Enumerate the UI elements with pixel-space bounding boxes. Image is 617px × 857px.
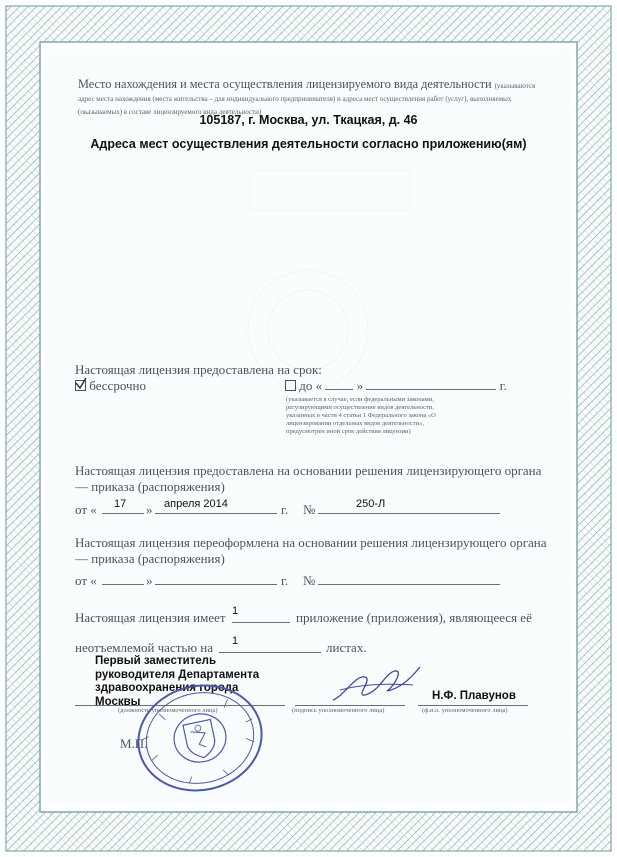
stamp-place: М.П. (120, 736, 148, 751)
appendix-suffix: приложение (приложения), являющееся её (296, 610, 532, 625)
location-note: (указываются адрес места нахождения (места жительства – для индивидуального предпринимателя) и адреса мест осуществления работ (услуг), выполняемых (оказываемых) в составе лицензируемого вида деятельности) (78, 82, 536, 116)
basis-label-2: — приказа (распоряжения) (75, 479, 225, 494)
sheets-line (219, 651, 321, 653)
basis-label-1: Настоящая лицензия предоставлена на основании решения лицензирующего органа (75, 463, 542, 478)
until-mid: » (356, 378, 364, 393)
position-line-3: здравоохранения города (95, 682, 239, 694)
sheets-prefix: неотъемлемой частью на (75, 640, 214, 655)
sheets-suffix: листах. (326, 640, 367, 655)
perpetual-label: бессрочно (89, 378, 146, 393)
basis-quote: » (146, 502, 153, 517)
official-seal (130, 683, 270, 793)
reissue-day-line (102, 583, 144, 585)
basis-month-line (155, 512, 277, 514)
basis-number-sign: № (303, 502, 316, 517)
until-month-field (366, 379, 496, 390)
until-day-field (325, 379, 353, 390)
appendix-count-line (232, 621, 290, 623)
until-year-suffix: г. (499, 378, 507, 393)
basis-month-year: апреля 2014 (164, 498, 228, 510)
position-line-4: Москвы (95, 695, 141, 708)
name-line (418, 705, 528, 706)
reissue-year-suffix: г. (281, 573, 289, 588)
reissue-quote: » (146, 573, 153, 588)
position-caption: (должность уполномоченного лица) (118, 707, 218, 714)
location-title: Место нахождения и места осуществления лицензируемого вида деятельности (78, 77, 492, 91)
signature-icon (325, 655, 425, 710)
appendix-count: 1 (232, 605, 239, 617)
position-line-2: руководителя Департамента (95, 668, 260, 681)
reissue-number-line (318, 583, 500, 585)
basis-day-line (102, 512, 144, 514)
name-caption: (ф.и.о. уполномоченного лица) (422, 707, 508, 714)
reissue-from: от « (75, 573, 97, 588)
appendix-prefix: Настоящая лицензия имеет (75, 610, 226, 625)
main-address: 105187, г. Москва, ул. Ткацкая, д. 46 (199, 113, 418, 127)
signatory-name: Н.Ф. Плавунов (432, 690, 516, 702)
position-line-1: Первый заместитель (95, 655, 217, 667)
sheets-count: 1 (232, 635, 239, 647)
reissue-number-sign: № (303, 573, 316, 588)
basis-from: от « (75, 502, 97, 517)
term-note: (указывается в случае, если федеральными законами, регулирующими осуществление видов деятельности, указанных в части 4 статьи 1 Федерального закона «О лицензировании отдельных видов деятельности», предусмотрен иной срок действия лицензии) (286, 396, 436, 435)
until-checkbox (285, 380, 296, 391)
basis-year-suffix: г. (281, 502, 289, 517)
reissue-month-line (155, 583, 277, 585)
until-option (285, 378, 515, 394)
until-prefix: до « (299, 378, 323, 393)
basis-day: 17 (114, 498, 127, 510)
signature-caption: (подпись уполномоченного лица) (292, 707, 385, 714)
reissue-label-1: Настоящая лицензия переоформлена на основании решения лицензирующего органа (75, 535, 547, 550)
basis-number-line (318, 512, 500, 514)
annex-addresses: Адреса мест осуществления деятельности согласно приложению(ям) (90, 137, 527, 151)
perpetual-checkbox (75, 380, 86, 391)
check-icon (75, 378, 87, 390)
term-label: Настоящая лицензия предоставлена на срок: (75, 362, 322, 377)
location-header (78, 78, 548, 117)
perpetual-option (75, 378, 146, 394)
reissue-label-2: — приказа (распоряжения) (75, 551, 225, 566)
basis-number: 250-Л (356, 498, 386, 510)
